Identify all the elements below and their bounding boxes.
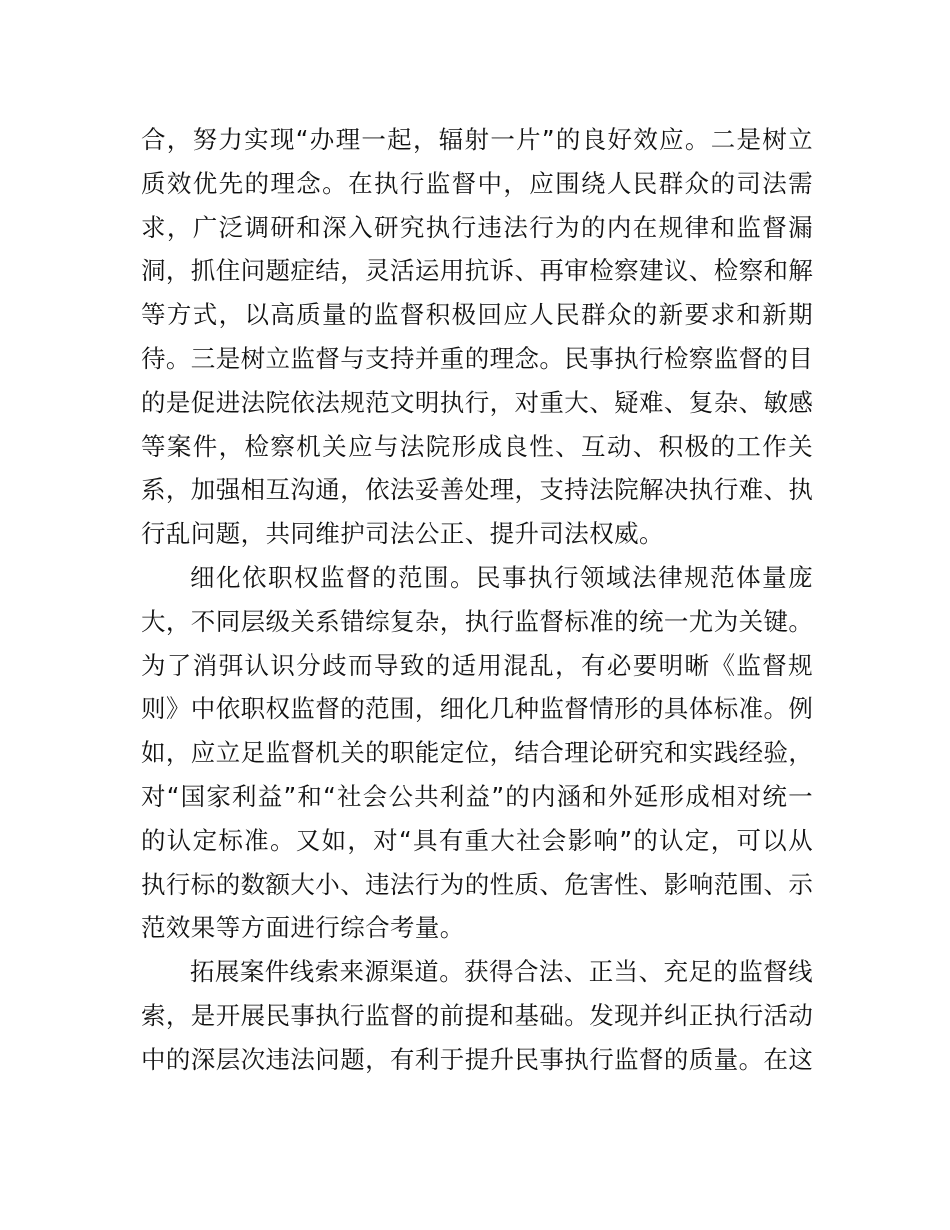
text-line: 细化依职权监督的范围。民事执行领域法律规范体量庞 bbox=[190, 562, 813, 592]
text-line: 为了消弭认识分歧而导致的适用混乱，有必要明晰《监督规 bbox=[141, 650, 813, 680]
text-line: 中的深层次违法问题，有利于提升民事执行监督的质量。在这 bbox=[141, 1044, 814, 1074]
paragraph-1 bbox=[141, 118, 813, 556]
text-line: 洞，抓住问题症结，灵活运用抗诉、再审检察建议、检察和解 bbox=[141, 256, 814, 286]
text-line: 则》中依职权监督的范围，细化几种监督情形的具体标准。例 bbox=[141, 694, 814, 724]
text-line: 执行标的数额大小、违法行为的性质、危害性、影响范围、示 bbox=[141, 869, 814, 899]
text-line: 等方式，以高质量的监督积极回应人民群众的新要求和新期 bbox=[141, 300, 813, 330]
text-line: 合，努力实现“办理一起，辐射一片”的良好效应。二是树立 bbox=[141, 125, 813, 154]
text-line: 求，广泛调研和深入研究执行违法行为的内在规律和监督漏 bbox=[141, 212, 813, 242]
paragraph-2 bbox=[141, 556, 813, 950]
text-line: 的认定标准。又如，对“具有重大社会影响”的认定，可以从 bbox=[141, 825, 813, 855]
text-line: 行乱问题，共同维护司法公正、提升司法权威。 bbox=[141, 519, 664, 549]
text-line: 如，应立足监督机关的职能定位，结合理论研究和实践经验， bbox=[141, 738, 814, 768]
text-line: 索，是开展民事执行监督的前提和基础。发现并纠正执行活动 bbox=[141, 1000, 814, 1030]
text-line: 对“国家利益”和“社会公共利益”的内涵和外延形成相对统一 bbox=[141, 781, 813, 811]
paragraph-3 bbox=[141, 950, 813, 1081]
text-line: 质效优先的理念。在执行监督中，应围绕人民群众的司法需 bbox=[141, 168, 813, 198]
text-line: 系，加强相互沟通，依法妥善处理，支持法院解决执行难、执 bbox=[141, 475, 814, 505]
document-body bbox=[141, 118, 813, 1082]
text-line: 大，不同层级关系错综复杂，执行监督标准的统一尤为关键。 bbox=[141, 606, 814, 636]
text-line: 范效果等方面进行综合考量。 bbox=[141, 913, 465, 943]
text-line: 的是促进法院依法规范文明执行，对重大、疑难、复杂、敏感 bbox=[141, 387, 814, 417]
text-line: 等案件，检察机关应与法院形成良性、互动、积极的工作关 bbox=[141, 431, 813, 461]
text-line: 待。三是树立监督与支持并重的理念。民事执行检察监督的目 bbox=[141, 343, 814, 373]
text-line: 拓展案件线索来源渠道。获得合法、正当、充足的监督线 bbox=[190, 957, 813, 987]
